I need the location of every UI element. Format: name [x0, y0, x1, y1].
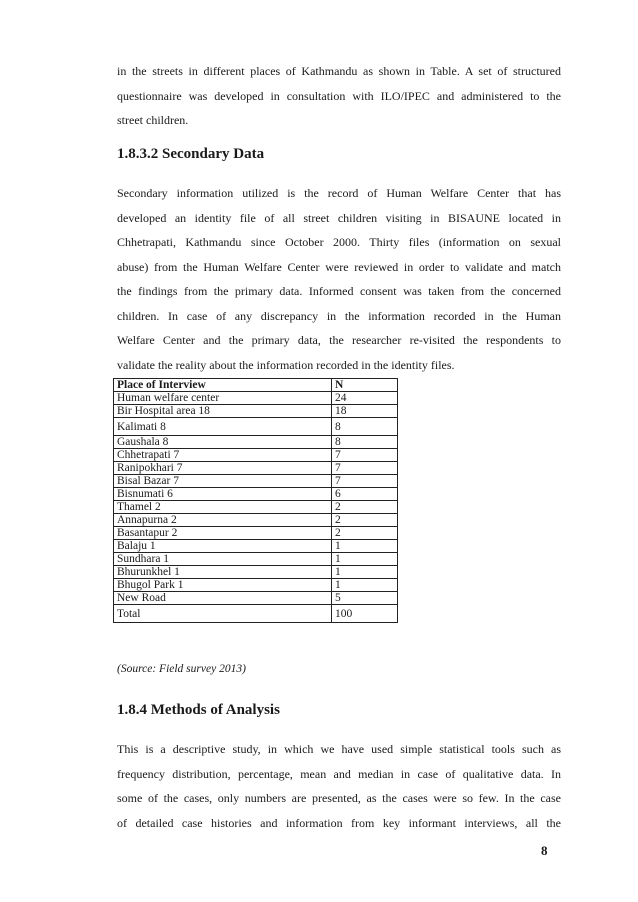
- count-cell: 2: [332, 527, 398, 540]
- page-number: 8: [541, 843, 548, 858]
- text-line: of detailed case histories and information from key informant interviews, all the: [117, 815, 561, 830]
- count-cell: 8: [332, 436, 398, 449]
- text-line: the findings from the primary data. Informed consent was taken from the concerned: [117, 284, 561, 298]
- place-cell: Bisal Bazar 7: [114, 475, 332, 488]
- total-label-cell: Total: [114, 605, 332, 623]
- table-source-note: (Source: Field survey 2013): [117, 663, 246, 675]
- secondary-data-paragraph: [117, 181, 561, 377]
- section-heading-methods-of-analysis: 1.8.4 Methods of Analysis: [117, 702, 280, 718]
- place-cell: Sundhara 1: [114, 553, 332, 566]
- place-cell: Bhurunkhel 1: [114, 566, 332, 579]
- count-cell: 1: [332, 553, 398, 566]
- column-header-n: N: [332, 379, 398, 392]
- table-row: [114, 566, 398, 579]
- count-cell: 1: [332, 540, 398, 553]
- table-row: [114, 488, 398, 501]
- text-line: questionnaire was developed in consultation with ILO/IPEC and administered to the: [117, 88, 561, 103]
- text-line: Secondary information utilized is the record of Human Welfare Center that has: [117, 186, 561, 200]
- total-count-cell: 100: [332, 605, 398, 623]
- table-row: [114, 462, 398, 475]
- table-row: [114, 405, 398, 418]
- place-cell: Balaju 1: [114, 540, 332, 553]
- text-line: some of the cases, only numbers are presented, as the cases were so few. In the case: [117, 791, 561, 805]
- count-cell: 18: [332, 405, 398, 418]
- text-line: This is a descriptive study, in which we have used simple statistical tools such as: [117, 742, 561, 756]
- count-cell: 6: [332, 488, 398, 501]
- table-row: [114, 592, 398, 605]
- table-row: [114, 527, 398, 540]
- place-cell: Bhugol Park 1: [114, 579, 332, 592]
- place-cell: Bir Hospital area 18: [114, 405, 332, 418]
- place-cell: Annapurna 2: [114, 514, 332, 527]
- place-cell: Basantapur 2: [114, 527, 332, 540]
- table-row: [114, 501, 398, 514]
- text-line: developed an identity file of all street children visiting in BISAUNE located in: [117, 210, 561, 225]
- count-cell: 2: [332, 514, 398, 527]
- text-line: Welfare Center and the primary data, the researcher re-visited the respondents to: [117, 333, 561, 347]
- count-cell: 7: [332, 462, 398, 475]
- place-cell: Gaushala 8: [114, 436, 332, 449]
- count-cell: 2: [332, 501, 398, 514]
- count-cell: 1: [332, 579, 398, 592]
- section-heading-secondary-data: 1.8.3.2 Secondary Data: [117, 146, 265, 162]
- table-row: [114, 436, 398, 449]
- table-total-row: [114, 605, 398, 623]
- text-line: validate the reality about the information recorded in the identity files.: [117, 357, 455, 372]
- table-row: [114, 553, 398, 566]
- table-row: [114, 449, 398, 462]
- table-row: [114, 392, 398, 405]
- place-cell: Human welfare center: [114, 392, 332, 405]
- text-line: street children.: [117, 113, 189, 127]
- place-cell: Thamel 2: [114, 501, 332, 514]
- table-row: [114, 540, 398, 553]
- text-line: frequency distribution, percentage, mean and median in case of qualitative data. In: [117, 766, 561, 781]
- count-cell: 1: [332, 566, 398, 579]
- column-header-place: Place of Interview: [114, 379, 332, 392]
- place-cell: Ranipokhari 7: [114, 462, 332, 475]
- interview-places-table: [113, 378, 398, 623]
- place-cell: Chhetrapati 7: [114, 449, 332, 462]
- table-row: [114, 418, 398, 436]
- place-cell: Kalimati 8: [114, 418, 332, 436]
- table-row: [114, 475, 398, 488]
- text-line: children. In case of any discrepancy in the information recorded in the Human: [117, 308, 561, 323]
- count-cell: 5: [332, 592, 398, 605]
- count-cell: 7: [332, 449, 398, 462]
- methods-paragraph: [117, 737, 561, 835]
- intro-paragraph: [117, 59, 561, 133]
- table-row: [114, 579, 398, 592]
- count-cell: 7: [332, 475, 398, 488]
- text-line: Chhetrapati, Kathmandu since October 2000. Thirty files (information on sexual: [117, 235, 561, 249]
- count-cell: 24: [332, 392, 398, 405]
- text-line: abuse) from the Human Welfare Center were reviewed in order to validate and match: [117, 259, 561, 274]
- table-row: [114, 514, 398, 527]
- text-line: in the streets in different places of Kathmandu as shown in Table. A set of structured: [117, 64, 561, 78]
- table-header-row: [114, 379, 398, 392]
- place-cell: New Road: [114, 592, 332, 605]
- count-cell: 8: [332, 418, 398, 436]
- place-cell: Bisnumati 6: [114, 488, 332, 501]
